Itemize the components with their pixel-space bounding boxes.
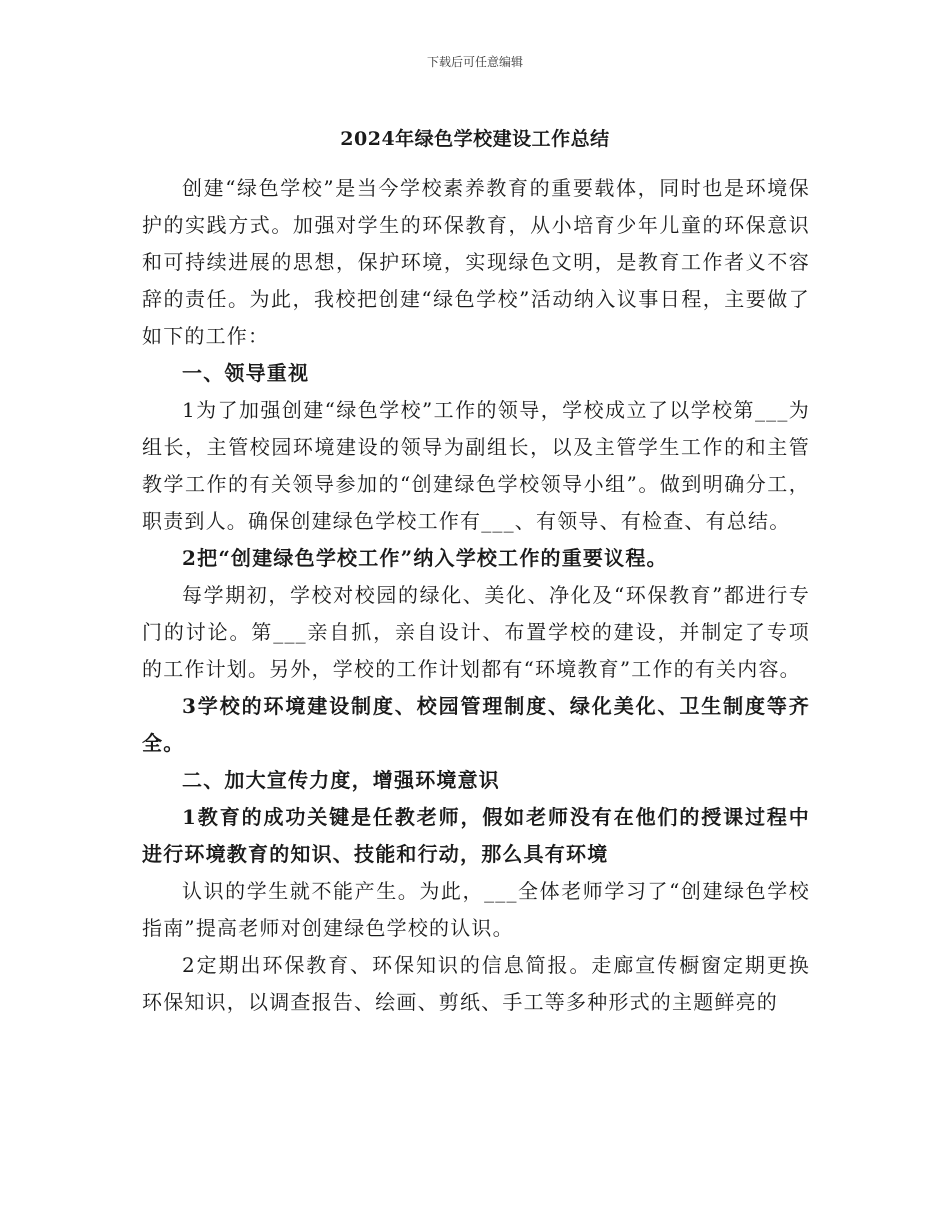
paragraph-intro: 创建“绿色学校”是当今学校素养教育的重要载体，同时也是环境保护的实践方式。加强对学生的环保教育，从小培育少年儿童的环保意识和可持续进展的思想，保护环境，实现绿色文明，是教育工作者义不容辞的责任。为此，我校把创建“绿色学校”活动纳入议事日程，主要做了如下的工作： <box>142 176 810 348</box>
document-title: 2024年绿色学校建设工作总结 <box>340 128 610 150</box>
section-heading: 一、领导重视 <box>182 361 310 385</box>
paragraph: 2定期出环保教育、环保知识的信息简报。走廊宣传橱窗定期更换环保知识，以调查报告、绘画、剪纸、手工等多种形式的主题鲜亮的 <box>142 953 810 1014</box>
subheading: 2把“创建绿色学校工作”纳入学校工作的重要议程。 <box>182 546 668 570</box>
section-heading: 二、加大宣传力度，增强环境意识 <box>182 768 500 792</box>
paragraph: 1为了加强创建“绿色学校”工作的领导，学校成立了以学校第___为组长，主管校园环境建设的领导为副组长，以及主管学生工作的和主管教学工作的有关领导参加的“创建绿色学校领导小组”。做到明确分工，职责到人。确保创建绿色学校工作有___、有领导、有检查、有总结。 <box>142 398 810 533</box>
document-body <box>142 170 810 1021</box>
subheading: 1教育的成功关键是任教老师，假如老师没有在他们的授课过程中进行环境教育的知识、技能和行动，那么具有环境 <box>142 805 810 866</box>
paragraph: 每学期初，学校对校园的绿化、美化、净化及“环保教育”都进行专门的讨论。第___亲自抓，亲自设计、布置学校的建设，并制定了专项的工作计划。另外，学校的工作计划都有“环境教育”工作的有关内容。 <box>142 583 810 681</box>
subheading: 3学校的环境建设制度、校园管理制度、绿化美化、卫生制度等齐全。 <box>142 694 810 755</box>
header-note: 下载后可任意编辑 <box>426 55 523 69</box>
paragraph: 认识的学生就不能产生。为此，___全体老师学习了“创建绿色学校指南”提高老师对创建绿色学校的认识。 <box>142 879 810 940</box>
